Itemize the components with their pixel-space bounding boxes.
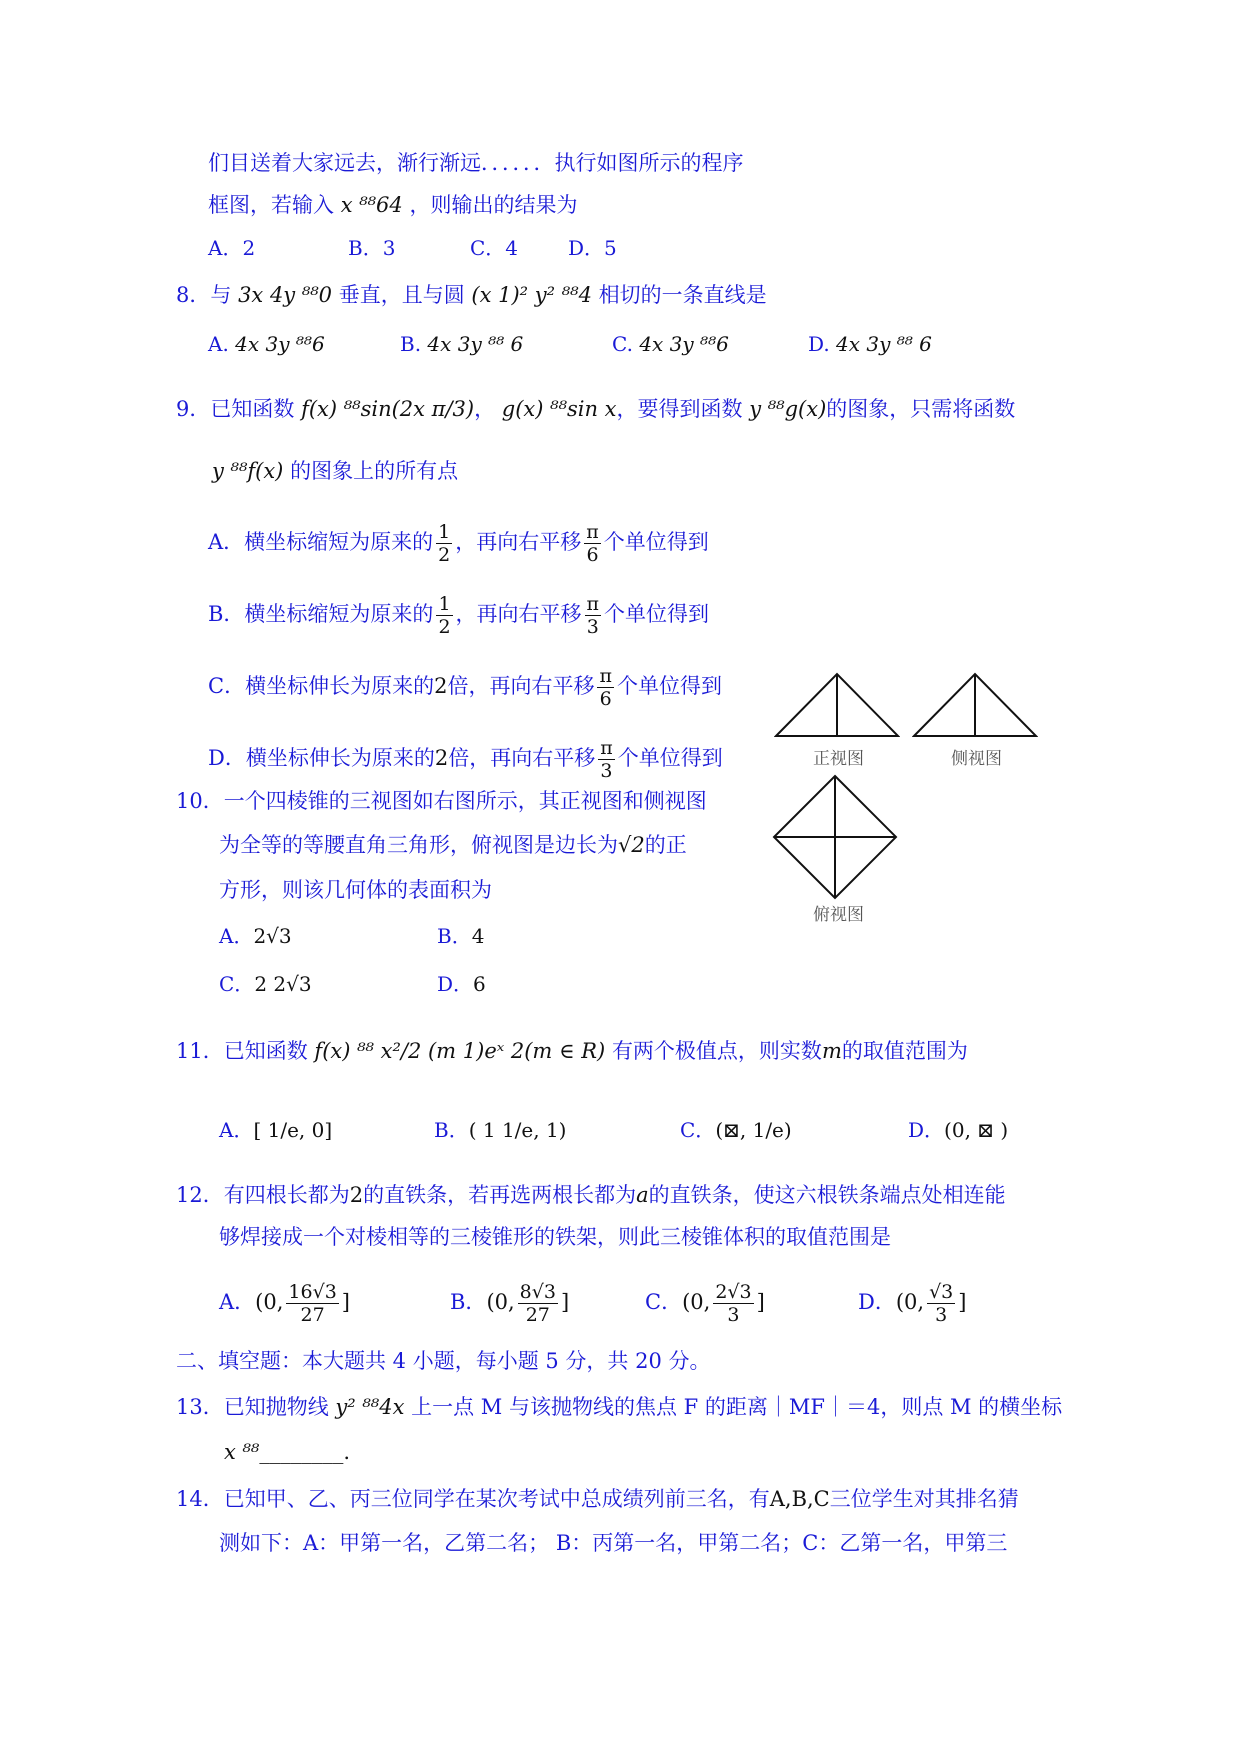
q8-circle-expr: (x 1)² y² ⁸⁸4 <box>471 283 592 307</box>
q7-option-d: D．5 <box>568 236 617 260</box>
q12-option-d: D．(0, $\frac{√3}{3}$ ] <box>858 1281 967 1326</box>
q9-target-expr: y ⁸⁸g(x) <box>749 397 827 421</box>
q12-option-b: B．(0, $\frac{8√3}{27}$ ] <box>450 1281 570 1326</box>
q8-line-expr: 3x 4y ⁸⁸0 <box>238 283 333 307</box>
q8-text-1: 与 <box>210 283 232 307</box>
q9-text-3: ，要得到函数 <box>616 397 743 421</box>
q13-line2 <box>224 1437 350 1467</box>
top-view-diagram <box>772 774 898 900</box>
q14-line1: 14．已知甲、乙、丙三位同学在某次考试中总成绩列前三名，有A,B,C三位学生对其排名猜 <box>176 1487 1019 1511</box>
q10-option-a: A．2√3 <box>219 924 292 948</box>
q10-side-length: √2 <box>618 833 645 857</box>
q13-line1: 13．已知抛物线 y² ⁸⁸4x 上一点 M 与该抛物线的焦点 F 的距离｜MF｜＝4，则点 M 的横坐标 <box>176 1395 1063 1419</box>
q9-number: 9． <box>176 397 211 421</box>
q9-stem-line2 <box>212 456 458 486</box>
q13-parabola-expr: y² ⁸⁸4x <box>335 1395 405 1419</box>
q14-number: 14． <box>176 1487 224 1511</box>
q10-option-d: D．6 <box>437 972 486 996</box>
q8-stem <box>176 280 767 310</box>
q9-text-5: 的图象上的所有点 <box>290 459 459 483</box>
q7-line2-post: ，则输出的结果为 <box>409 193 578 217</box>
q9-source-expr: y ⁸⁸f(x) <box>212 459 284 483</box>
q12-option-a: A．(0, $\frac{16√3}{27}$ ] <box>219 1281 350 1326</box>
q7-line2-pre: 框图，若输入 <box>208 193 334 217</box>
q12-number: 12． <box>176 1183 224 1207</box>
q7-option-a: A．2 <box>208 236 256 260</box>
q9-f-expr: f(x) ⁸⁸sin(2x π/3) <box>301 397 475 421</box>
q10-line1: 10．一个四棱锥的三视图如右图所示，其正视图和侧视图 <box>176 789 707 813</box>
q11-option-b: B．( 1 1/e, 1) <box>434 1118 567 1142</box>
q9-text-1: 已知函数 <box>210 397 295 421</box>
q12-option-c: C．(0, $\frac{2√3}{3}$ ] <box>645 1281 765 1326</box>
q11-option-d: D．(0, ⊠ ) <box>908 1118 1009 1142</box>
q11-m-var: m <box>821 1039 842 1063</box>
q13-number: 13． <box>176 1395 224 1419</box>
q12-line1: 12．有四根长都为2的直铁条，若再选两根长都为a的直铁条，使这六根铁条端点处相连能 <box>176 1183 1006 1207</box>
q7-input-expr: x ⁸⁸64 <box>340 193 403 217</box>
q9-option-c: C．横坐标伸长为原来的2倍，再向右平移 $\frac{\pi}{6}$ 个单位得到 <box>208 665 722 710</box>
q11-number: 11． <box>176 1039 224 1063</box>
q7-option-c: C．4 <box>470 236 519 260</box>
q8-option-c: C. 4x 3y ⁸⁸6 <box>612 332 729 356</box>
top-view-label: 俯视图 <box>813 905 864 925</box>
front-view-diagram <box>774 672 900 738</box>
q9-option-b: B．横坐标缩短为原来的 $\frac{1}{2}$ ，再向右平移 $\frac{\pi}{3}$ 个单位得到 <box>208 593 710 638</box>
side-view-label: 侧视图 <box>951 749 1002 769</box>
q10-option-b: B．4 <box>437 924 485 948</box>
q9-g-expr: g(x) ⁸⁸sin x <box>501 397 617 421</box>
q9-option-a: A．横坐标缩短为原来的 $\frac{1}{2}$ ，再向右平移 $\frac{\pi}{6}$ 个单位得到 <box>208 521 709 566</box>
q9-option-d: D．横坐标伸长为原来的2倍，再向右平移 $\frac{\pi}{3}$ 个单位得到 <box>208 737 723 782</box>
side-view-diagram <box>912 672 1038 738</box>
q9-stem <box>176 394 1015 424</box>
q8-option-d: D. 4x 3y ⁸⁸ 6 <box>808 332 932 356</box>
q13-answer-blank[interactable]: ________. <box>259 1440 351 1464</box>
q9-text-2: ， <box>474 397 496 421</box>
q7-line1: 们目送着大家远去，渐行渐远．．．．．．执行如图所示的程序 <box>208 151 744 175</box>
front-view-label: 正视图 <box>813 749 864 769</box>
q10-line3: 方形，则该几何体的表面积为 <box>219 878 492 902</box>
q14-line2: 测如下：A：甲第一名，乙第二名； B：丙第一名，甲第二名；C：乙第一名，甲第三 <box>219 1531 1008 1555</box>
q10-number: 10． <box>176 789 224 813</box>
q8-option-a: A. 4x 3y ⁸⁸6 <box>208 332 325 356</box>
q11-option-a: A．[ 1/e, 0] <box>219 1118 333 1142</box>
q11-stem: 11．已知函数 f(x) ⁸⁸ x²/2 (m 1)eˣ 2(m ∈ R) 有两个极值点，则实数m的取值范围为 <box>176 1039 968 1063</box>
q11-f-expr: f(x) ⁸⁸ x²/2 (m 1)eˣ 2(m ∈ R) <box>314 1039 606 1063</box>
q8-text-2: 垂直，且与圆 <box>338 283 465 307</box>
q13-x-expr: x ⁸⁸ <box>224 1440 260 1464</box>
section2-heading: 二、填空题：本大题共 4 小题，每小题 5 分，共 20 分。 <box>176 1349 711 1373</box>
q8-number: 8． <box>176 283 211 307</box>
q7-option-b: B．3 <box>348 236 396 260</box>
q12-line2: 够焊接成一个对棱相等的三棱锥形的铁架，则此三棱锥体积的取值范围是 <box>219 1225 891 1249</box>
q7-line2 <box>208 190 577 220</box>
q8-text-3: 相切的一条直线是 <box>598 283 767 307</box>
q8-option-b: B. 4x 3y ⁸⁸ 6 <box>400 332 524 356</box>
q10-line2: 为全等的等腰直角三角形，俯视图是边长为√2的正 <box>219 833 687 857</box>
q10-option-c: C．2 2√3 <box>219 972 312 996</box>
q9-text-4: 的图象，只需将函数 <box>826 397 1016 421</box>
q11-option-c: C．(⊠, 1/e) <box>680 1118 792 1142</box>
